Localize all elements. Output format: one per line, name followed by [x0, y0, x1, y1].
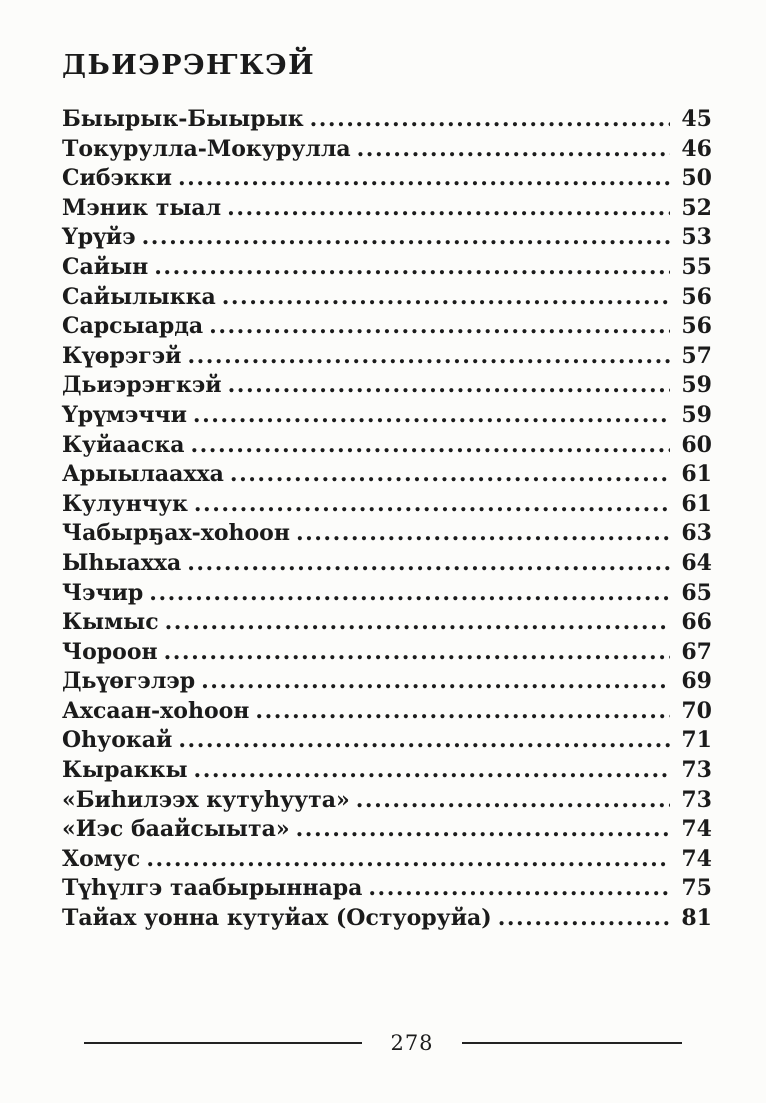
- toc-entry-title: Сайын: [62, 253, 149, 280]
- dot-leader: [187, 342, 670, 372]
- toc-row: [62, 638, 712, 668]
- toc-entry-page: 61: [681, 461, 712, 488]
- toc-row: [62, 312, 712, 342]
- toc-entry-page: 53: [681, 224, 712, 251]
- dot-leader: [201, 667, 670, 697]
- dot-leader: [164, 638, 670, 668]
- toc-entry-page: 60: [681, 431, 712, 458]
- dot-leader: [255, 697, 670, 727]
- toc-entry-page: 50: [681, 165, 712, 192]
- dot-leader: [142, 223, 670, 253]
- toc-row: [62, 283, 712, 313]
- toc-row: [62, 105, 712, 135]
- toc-entry-page: 45: [681, 106, 712, 132]
- toc-entry-page: 66: [681, 609, 712, 636]
- toc-row: [62, 194, 712, 224]
- toc-row: [62, 460, 712, 490]
- toc-entry-title: Сайылыкка: [62, 283, 216, 310]
- footer-rule-left: [84, 1042, 362, 1044]
- dot-leader: [222, 283, 670, 313]
- toc-entry-title: Ыһыахха: [62, 549, 182, 576]
- toc-row: [62, 904, 712, 934]
- toc-entry-title: Сибэкки: [62, 165, 172, 192]
- toc-entry-title: Чэчир: [62, 579, 144, 606]
- toc-entry-page: 61: [681, 490, 712, 517]
- footer-page-number: 278: [390, 1031, 434, 1055]
- toc-row: [62, 667, 712, 697]
- toc-row: [62, 253, 712, 283]
- toc-entry-title: Күөрэгэй: [62, 342, 182, 369]
- toc-entry-page: 64: [681, 549, 712, 576]
- toc-entry-page: 65: [681, 579, 712, 606]
- toc-row: [62, 401, 712, 431]
- toc-entry-title: Чороон: [62, 638, 158, 665]
- toc-entry-page: 59: [681, 401, 712, 428]
- toc-row: [62, 431, 712, 461]
- toc-entry-page: 55: [681, 253, 712, 280]
- toc-entry-title: Кыраккы: [62, 757, 188, 784]
- toc-entry-page: 67: [681, 638, 712, 665]
- dot-leader: [193, 401, 670, 431]
- toc-entry-title: Тайах уонна кутуйах (Остуоруйа): [62, 905, 492, 932]
- toc-entry-title: «Иэс баайсыыта»: [62, 816, 290, 843]
- toc-row: [62, 490, 712, 520]
- toc-entry-title: Кымыс: [62, 609, 159, 636]
- toc-heading: ДЬИЭРЭҤКЭЙ: [62, 50, 316, 81]
- dot-leader: [227, 194, 670, 224]
- toc-entry-title: Ахсаан-хоһоон: [62, 697, 250, 724]
- toc-row: [62, 371, 712, 401]
- toc-entry-title: «Биһилээх кутуһуута»: [62, 786, 350, 813]
- dot-leader: [154, 253, 670, 283]
- toc-row: [62, 726, 712, 756]
- toc-entry-page: 57: [681, 342, 712, 369]
- page-footer: [0, 1031, 766, 1055]
- dot-leader: [498, 904, 670, 934]
- toc-entry-title: Түһүлгэ таабырыннара: [62, 875, 363, 902]
- dot-leader: [165, 608, 670, 638]
- dot-leader: [146, 845, 670, 875]
- toc-entry-page: 70: [681, 697, 712, 724]
- dot-leader: [194, 490, 670, 520]
- dot-leader: [178, 164, 670, 194]
- toc-row: [62, 579, 712, 609]
- toc-row: [62, 549, 712, 579]
- dot-leader: [178, 726, 670, 756]
- toc-entry-page: 75: [681, 875, 712, 902]
- toc-entry-title: Куйааска: [62, 431, 185, 458]
- toc-entry-title: Дьүөгэлэр: [62, 668, 196, 695]
- toc-entry-page: 73: [681, 757, 712, 784]
- toc-row: [62, 786, 712, 816]
- dot-leader: [368, 874, 670, 904]
- footer-rule-right: [462, 1042, 682, 1044]
- toc-entry-page: 73: [681, 786, 712, 813]
- toc-row: [62, 697, 712, 727]
- toc-row: [62, 164, 712, 194]
- toc-entry-title: Быырык-Быырык: [62, 106, 304, 132]
- toc-row: [62, 223, 712, 253]
- toc-row: [62, 519, 712, 549]
- toc-entry-title: Кулунчук: [62, 490, 188, 517]
- dot-leader: [209, 312, 670, 342]
- toc-entry-page: 63: [681, 520, 712, 547]
- dot-leader: [194, 756, 670, 786]
- dot-leader: [230, 460, 670, 490]
- toc-entry-page: 74: [681, 845, 712, 872]
- dot-leader: [296, 815, 670, 845]
- toc-entry-title: Арыылаахха: [62, 461, 224, 488]
- dot-leader: [357, 135, 670, 165]
- toc-row: [62, 815, 712, 845]
- toc-entry-page: 56: [681, 313, 712, 340]
- dot-leader: [187, 549, 670, 579]
- dot-leader: [356, 786, 670, 816]
- toc-entry-title: Мэник тыал: [62, 194, 222, 221]
- toc-entry-page: 69: [681, 668, 712, 695]
- toc-entry-title: Хомус: [62, 845, 141, 872]
- dot-leader: [296, 519, 670, 549]
- toc-row: [62, 845, 712, 875]
- toc-entry-page: 81: [681, 905, 712, 932]
- toc-entry-title: Оһуокай: [62, 727, 173, 754]
- dot-leader: [149, 579, 670, 609]
- toc-entry-page: 56: [681, 283, 712, 310]
- toc-row: [62, 608, 712, 638]
- toc-row: [62, 342, 712, 372]
- toc-entry-page: 74: [681, 816, 712, 843]
- toc-entry-title: Дьиэрэҥкэй: [62, 372, 222, 399]
- dot-leader: [310, 105, 670, 135]
- toc-entry-page: 52: [681, 194, 712, 221]
- dot-leader: [228, 371, 670, 401]
- toc-row: [62, 135, 712, 165]
- toc-entry-page: 59: [681, 372, 712, 399]
- toc-entry-title: Токурулла-Мокурулла: [62, 135, 351, 162]
- toc-entry-page: 71: [681, 727, 712, 754]
- toc-entry-title: Үрүмэччи: [62, 401, 187, 428]
- toc-entry-title: Сарсыарда: [62, 313, 204, 340]
- toc-entry-title: Чабырҕах-хоһоон: [62, 520, 290, 547]
- dot-leader: [190, 431, 670, 461]
- toc-entry-title: Үрүйэ: [62, 224, 136, 251]
- toc-content: [62, 50, 712, 934]
- toc-row: [62, 874, 712, 904]
- toc-list: [62, 105, 712, 934]
- toc-entry-page: 46: [681, 135, 712, 162]
- toc-row: [62, 756, 712, 786]
